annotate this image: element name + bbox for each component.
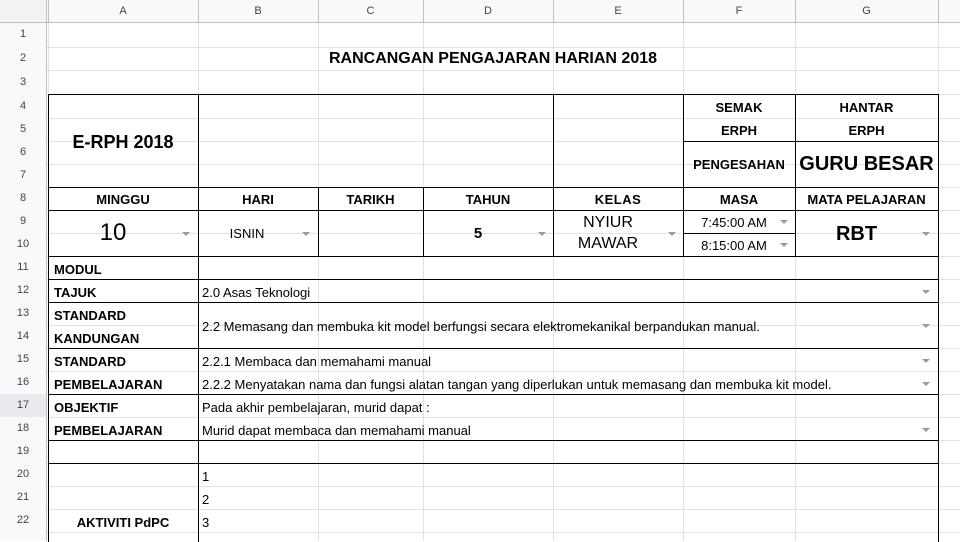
grid-row-line (46, 532, 960, 533)
border-h (48, 302, 939, 303)
hari-select[interactable]: ISNIN (229, 226, 265, 241)
header-mata-pelajaran[interactable]: MATA PELAJARAN (807, 192, 926, 207)
label-pembelajaran-1[interactable]: PEMBELAJARAN (54, 377, 163, 392)
minggu-select[interactable]: 10 (99, 219, 127, 246)
masa-start-select[interactable]: 7:45:00 AM (701, 215, 767, 230)
standard-pembelajaran-2-dropdown-icon[interactable] (922, 382, 930, 386)
row-header-17[interactable]: 17 (0, 394, 46, 417)
grid-row-line (46, 118, 960, 119)
label-standard-1[interactable]: STANDARD (54, 308, 126, 323)
border-v (198, 94, 199, 542)
row-header-18[interactable]: 18 (16, 422, 30, 434)
tajuk-select[interactable]: 2.0 Asas Teknologi (202, 285, 311, 300)
border-h (683, 141, 939, 142)
border-v (48, 94, 49, 542)
standard-pembelajaran-2-select[interactable]: 2.2.2 Menyatakan nama dan fungsi alatan tangan yang diperlukan untuk memasang dan membuka kit model. (202, 377, 832, 392)
kelas-line-1[interactable]: NYIUR (583, 214, 633, 231)
column-header-divider (0, 22, 960, 23)
row-header-20[interactable]: 20 (16, 468, 30, 480)
row-header-divider (46, 0, 47, 541)
standard-kandungan-select[interactable]: 2.2 Memasang dan membuka kit model berfungsi secara elektromekanikal berpandukan manual. (202, 319, 760, 334)
grid-row-line (46, 417, 960, 418)
label-tajuk[interactable]: TAJUK (54, 285, 97, 300)
hantar-erph-label[interactable]: ERPH (848, 123, 885, 138)
row-header-6[interactable]: 6 (19, 146, 27, 158)
border-h (48, 463, 939, 464)
standard-pembelajaran-1-select[interactable]: 2.2.1 Membaca dan memahami manual (202, 354, 432, 369)
border-h (48, 394, 939, 395)
border-h (683, 233, 796, 234)
masa-end-select[interactable]: 8:15:00 AM (701, 238, 767, 253)
kelas-line-2[interactable]: MAWAR (577, 235, 639, 252)
masa-start-dropdown-icon[interactable] (780, 220, 788, 224)
border-h (48, 440, 939, 441)
masa-end-dropdown-icon[interactable] (780, 243, 788, 247)
border-h (48, 256, 939, 257)
sheet-title[interactable]: RANCANGAN PENGAJARAN HARIAN 2018 (328, 50, 658, 67)
erph-label[interactable]: E-RPH 2018 (72, 132, 174, 152)
select-all-corner[interactable] (0, 0, 46, 22)
standard-kandungan-dropdown-icon[interactable] (922, 324, 930, 328)
row-header-8[interactable]: 8 (19, 192, 27, 204)
row-header-16[interactable]: 16 (16, 376, 30, 388)
header-minggu[interactable]: MINGGU (96, 192, 150, 207)
label-aktiviti[interactable]: AKTIVITI PdPC (76, 515, 170, 530)
header-tahun[interactable]: TAHUN (465, 192, 511, 207)
row-header-19[interactable]: 19 (16, 445, 30, 457)
tahun-dropdown-icon[interactable] (538, 232, 546, 236)
label-objektif[interactable]: OBJEKTIF (54, 400, 119, 415)
border-h (48, 94, 939, 95)
column-header-g[interactable]: G (862, 5, 871, 17)
column-header-f[interactable]: F (735, 5, 743, 17)
column-header-c[interactable]: C (366, 5, 375, 17)
column-header-tick (938, 0, 939, 22)
row-header-15[interactable]: 15 (16, 353, 30, 365)
row-header-13[interactable]: 13 (16, 307, 30, 319)
objektif-select[interactable]: Murid dapat membaca dan memahami manual (202, 423, 471, 438)
hari-dropdown-icon[interactable] (302, 232, 310, 236)
mata-pelajaran-select[interactable]: RBT (835, 223, 878, 245)
row-header-2[interactable]: 2 (19, 52, 27, 64)
grid-row-line (46, 70, 960, 71)
row-header-5[interactable]: 5 (19, 123, 27, 135)
tahun-select[interactable]: 5 (473, 225, 483, 242)
grid-row-line (46, 486, 960, 487)
pengesahan-label[interactable]: PENGESAHAN (693, 157, 785, 172)
minggu-dropdown-icon[interactable] (182, 232, 190, 236)
header-tarikh[interactable]: TARIKH (346, 192, 395, 207)
column-header-a[interactable]: A (119, 5, 127, 17)
grid-row-line (46, 509, 960, 510)
guru-besar-label[interactable]: GURU BESAR (799, 153, 934, 175)
aktiviti-item-2[interactable]: 2 (202, 492, 210, 507)
row-header-22[interactable]: 22 (16, 514, 30, 526)
border-h (48, 210, 939, 211)
border-v (938, 94, 939, 542)
label-pembelajaran-2[interactable]: PEMBELAJARAN (54, 423, 163, 438)
border-v (683, 94, 684, 257)
kelas-dropdown-icon[interactable] (668, 232, 676, 236)
column-header-d[interactable]: D (484, 5, 492, 17)
border-h (48, 279, 939, 280)
row-header-12[interactable]: 12 (16, 284, 30, 296)
row-header-7[interactable]: 7 (19, 169, 27, 181)
label-kandungan[interactable]: KANDUNGAN (54, 331, 140, 346)
semak-label[interactable]: SEMAK (715, 100, 763, 115)
row-header-3[interactable]: 3 (19, 76, 27, 88)
header-masa[interactable]: MASA (719, 192, 759, 207)
row-header-9[interactable]: 9 (19, 215, 27, 227)
column-header-b[interactable]: B (254, 5, 262, 17)
aktiviti-item-3[interactable]: 3 (202, 515, 210, 530)
header-hari[interactable]: HARI (242, 192, 274, 207)
border-h (48, 187, 939, 188)
header-kelas[interactable]: KELAS (594, 192, 642, 207)
tajuk-dropdown-icon[interactable] (922, 290, 930, 294)
column-header-e[interactable]: E (614, 5, 622, 17)
standard-pembelajaran-1-dropdown-icon[interactable] (922, 359, 930, 363)
border-h (48, 348, 939, 349)
row-header-10[interactable]: 10 (16, 238, 30, 250)
row-header-4[interactable]: 4 (19, 100, 27, 112)
row-header-21[interactable]: 21 (16, 491, 30, 503)
row-header-11[interactable]: 11 (17, 261, 29, 273)
objektif-intro[interactable]: Pada akhir pembelajaran, murid dapat : (202, 400, 430, 415)
label-standard-2[interactable]: STANDARD (54, 354, 126, 369)
grid-row-line (46, 47, 960, 48)
objektif-dropdown-icon[interactable] (922, 428, 930, 432)
label-modul[interactable]: MODUL (54, 262, 102, 277)
semak-erph-label[interactable]: ERPH (720, 123, 758, 138)
aktiviti-item-1[interactable]: 1 (202, 469, 210, 484)
row-header-1[interactable]: 1 (19, 28, 27, 40)
grid-row-line (46, 371, 960, 372)
row-header-14[interactable]: 14 (16, 330, 30, 342)
hantar-label[interactable]: HANTAR (839, 100, 894, 115)
mata-pelajaran-dropdown-icon[interactable] (922, 232, 930, 236)
